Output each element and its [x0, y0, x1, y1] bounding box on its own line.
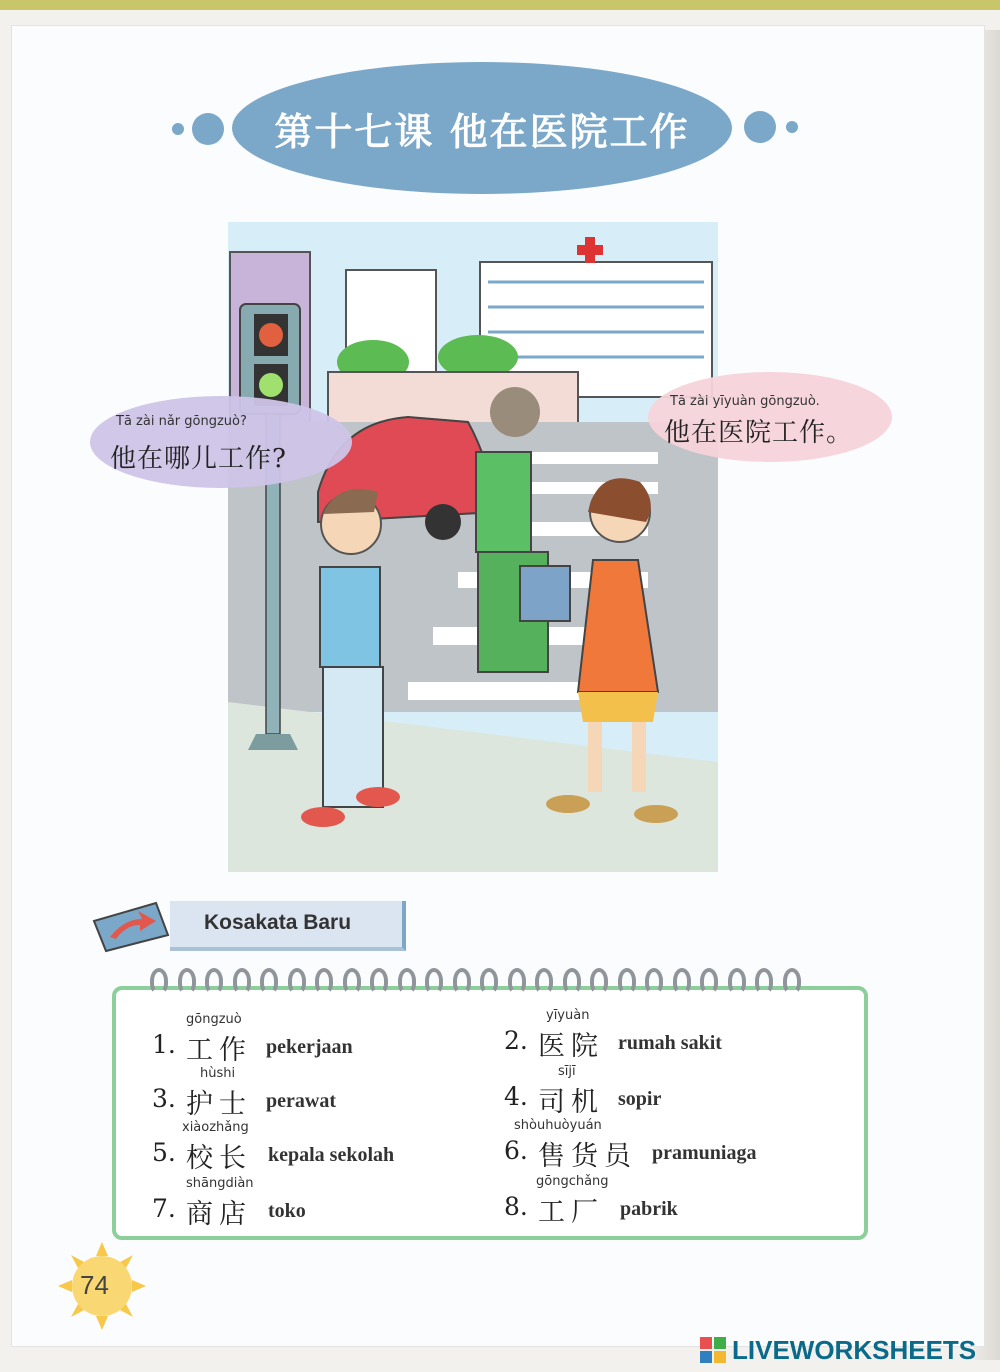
vocab-meaning: pekerjaan [266, 1036, 353, 1058]
street-scene-drawing [228, 222, 718, 872]
vocab-number: 6. [504, 1136, 528, 1165]
bubble-right-pinyin: Tā zài yīyuàn gōngzuò. [670, 394, 820, 409]
title-dot [192, 113, 224, 145]
vocab-hanzi: 医院 [538, 1031, 604, 1062]
bubble-right-hanzi: 他在医院工作。 [664, 418, 854, 448]
notebook-ring [563, 968, 581, 994]
title-dot [172, 123, 184, 135]
vocab-header-label: Kosakata Baru [204, 911, 352, 934]
notebook-ring [205, 968, 223, 994]
vocab-meaning: pabrik [620, 1198, 678, 1220]
notebook-ring [150, 968, 168, 994]
vocab-pinyin: gōngchǎng [536, 1174, 609, 1189]
bubble-left-pinyin: Tā zài nǎr gōngzuò? [116, 414, 247, 429]
liveworksheets-logo-icon [700, 1337, 726, 1363]
vocab-pinyin: hùshi [200, 1066, 236, 1081]
street-illustration [228, 222, 718, 872]
vocab-hanzi: 工厂 [538, 1197, 604, 1228]
notebook-ring [645, 968, 663, 994]
vocab-number: 3. [152, 1084, 176, 1113]
notebook-ring [783, 968, 801, 994]
top-edge-strip [0, 0, 1000, 10]
vocab-number: 5. [152, 1138, 176, 1167]
vocab-meaning: rumah sakit [618, 1032, 722, 1054]
vocab-number: 4. [504, 1082, 528, 1111]
vocab-meaning: sopir [618, 1088, 662, 1110]
notebook-ring [728, 968, 746, 994]
vocab-pinyin: shāngdiàn [186, 1176, 254, 1191]
vocab-pinyin: shòuhuòyuán [514, 1118, 602, 1133]
vocab-number: 1. [152, 1030, 176, 1059]
vocab-meaning: pramuniaga [652, 1142, 757, 1164]
vocab-number: 7. [152, 1194, 176, 1223]
vocab-meaning: perawat [266, 1090, 336, 1112]
liveworksheets-watermark [700, 1334, 976, 1366]
arrow-sign-icon [86, 897, 176, 953]
vocab-hanzi: 商店 [186, 1199, 252, 1230]
notebook-ring [618, 968, 636, 994]
notebook-ring [315, 968, 333, 994]
vocab-section-header [86, 897, 408, 953]
notebook-ring [590, 968, 608, 994]
notebook-ring [288, 968, 306, 994]
bubble-left-hanzi: 他在哪儿工作? [110, 444, 287, 474]
notebook-ring [260, 968, 278, 994]
notebook-ring [178, 968, 196, 994]
title-dot [786, 121, 798, 133]
notebook-ring [480, 968, 498, 994]
vocab-pinyin: sījī [558, 1064, 576, 1079]
vocab-pinyin: gōngzuò [186, 1012, 242, 1027]
notebook-rings [150, 966, 820, 1006]
notebook-ring [425, 968, 443, 994]
vocab-number: 8. [504, 1192, 528, 1221]
vocab-hanzi: 护士 [186, 1089, 252, 1120]
vocab-meaning: kepala sekolah [268, 1144, 395, 1166]
vocab-number: 2. [504, 1026, 528, 1055]
vocab-pinyin: yīyuàn [546, 1008, 590, 1023]
lesson-title-banner [232, 62, 732, 194]
notebook-ring [755, 968, 773, 994]
vocab-hanzi: 售货员 [538, 1141, 637, 1172]
vocab-hanzi: 校长 [186, 1143, 252, 1174]
notebook-ring [673, 968, 691, 994]
notebook-ring [453, 968, 471, 994]
lesson-title: 第十七课 他在医院工作 [274, 108, 690, 154]
notebook-ring [508, 968, 526, 994]
notebook-ring [343, 968, 361, 994]
title-dot [744, 111, 776, 143]
notebook-ring [398, 968, 416, 994]
vocab-pinyin: xiàozhǎng [182, 1120, 249, 1135]
vocab-hanzi: 工作 [186, 1035, 252, 1066]
vocab-hanzi: 司机 [538, 1087, 604, 1118]
notebook-ring [535, 968, 553, 994]
notebook-ring [233, 968, 251, 994]
vocab-meaning: toko [268, 1200, 306, 1222]
notebook-ring [370, 968, 388, 994]
notebook-ring [700, 968, 718, 994]
page-number: 74 [80, 1270, 109, 1300]
watermark-text: LIVEWORKSHEETS [732, 1334, 977, 1365]
